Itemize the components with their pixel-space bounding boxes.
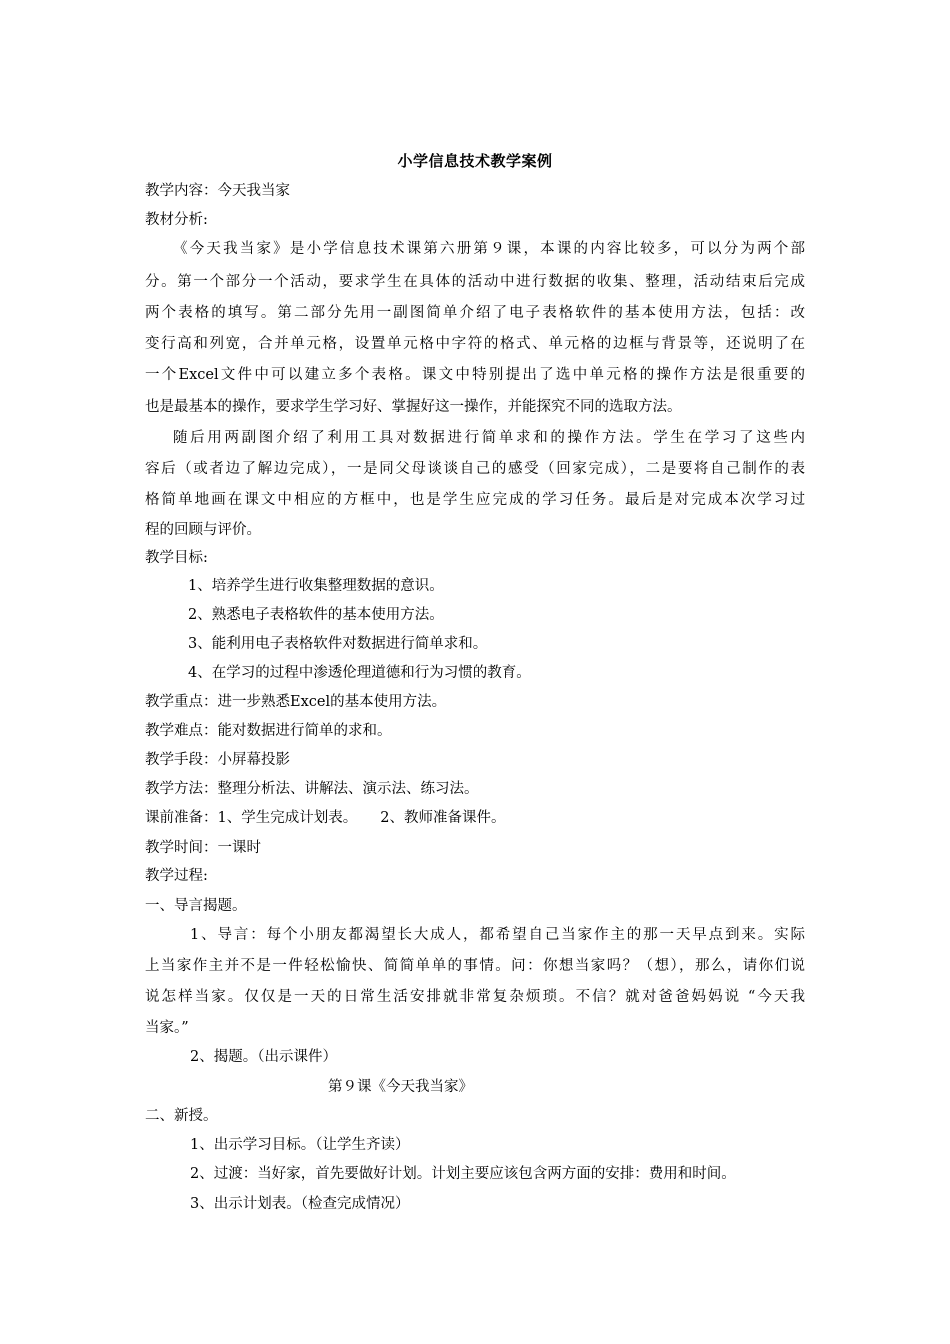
analysis-p2-line: 程的回顾与评价。 (145, 522, 261, 538)
section-heading: 一、导言揭题。 (145, 898, 247, 914)
analysis-p2-line: 随后用两副图介绍了利用工具对数据进行简单求和的操作方法。学生在学习了这些内 (173, 430, 805, 446)
new-item: 2、过渡：当好家，首先要做好计划。计划主要应该包含两方面的安排：费用和时间。 (190, 1166, 736, 1182)
page-title: 小学信息技术教学案例 (397, 152, 553, 170)
section-heading: 二、新授。 (145, 1108, 218, 1124)
difficulty: 教学难点：能对数据进行简单的求和。 (145, 723, 392, 739)
analysis-p1-line: 变行高和列宽，合并单元格，设置单元格中字符的格式、单元格的边框与背景等，还说明了在 (145, 336, 805, 352)
intro-line: 当家。” (145, 1020, 189, 1036)
analysis-p1-line: 也是最基本的操作，要求学生学习好、掌握好这一操作，并能探究不同的选取方法。 (145, 399, 682, 415)
preparation: 课前准备：1、学生完成计划表。 2、教师准备课件。 (145, 810, 506, 826)
new-item: 3、出示计划表。（检查完成情况） (190, 1196, 410, 1212)
intro-line: 1、导言：每个小朋友都渴望长大成人，都希望自己当家作主的那一天早点到来。实际 (190, 927, 805, 943)
goals-heading: 教学目标: (145, 550, 208, 566)
intro-line: 说怎样当家。仅仅是一天的日常生活安排就非常复杂烦琐。不信？就对爸爸妈妈说 “今天我 (145, 989, 805, 1005)
teaching-methods: 教学方法：整理分析法、讲解法、演示法、练习法。 (145, 781, 479, 797)
goal-item: 3、能利用电子表格软件对数据进行简单求和。 (188, 636, 488, 652)
lesson-title: 第９课《今天我当家》 (328, 1079, 473, 1095)
analysis-p1-line: 分。第一个部分一个活动，要求学生在具体的活动中进行数据的收集、整理，活动结束后完成 (145, 274, 805, 290)
analysis-p2-line: 格简单地画在课文中相应的方框中，也是学生应完成的学习任务。最后是对完成本次学习过 (145, 492, 805, 508)
reveal-line: 2、揭题。（出示课件） (190, 1049, 337, 1065)
analysis-heading: 教材分析: (145, 212, 208, 228)
goal-item: 2、熟悉电子表格软件的基本使用方法。 (188, 607, 444, 623)
analysis-p1-line: 《今天我当家》是小学信息技术课第六册第９课，本课的内容比较多，可以分为两个部 (173, 241, 805, 257)
content-line: 教学内容：今天我当家 (145, 183, 290, 199)
key-point: 教学重点：进一步熟悉Excel的基本使用方法。 (145, 694, 447, 710)
analysis-p1-line: 一个Excel文件中可以建立多个表格。课文中特别提出了选中单元格的操作方法是很重要的 (145, 367, 805, 383)
analysis-p1-line: 两个表格的填写。第二部分先用一副图简单介绍了电子表格软件的基本使用方法，包括：改 (145, 305, 805, 321)
goal-item: 1、培养学生进行收集整理数据的意识。 (188, 578, 444, 594)
intro-line: 上当家作主并不是一件轻松愉快、简简单单的事情。问：你想当家吗？（想），那么，请你们说 (145, 958, 805, 974)
new-item: 1、出示学习目标。（让学生齐读） (190, 1137, 410, 1153)
teaching-time: 教学时间：一课时 (145, 840, 261, 856)
process-heading: 教学过程: (145, 868, 208, 884)
analysis-p2-line: 容后（或者边了解边完成），一是同父母谈谈自己的感受（回家完成），二是要将自己制作的表 (145, 461, 805, 477)
teaching-means: 教学手段：小屏幕投影 (145, 752, 290, 768)
goal-item: 4、在学习的过程中渗透伦理道德和行为习惯的教育。 (188, 665, 531, 681)
